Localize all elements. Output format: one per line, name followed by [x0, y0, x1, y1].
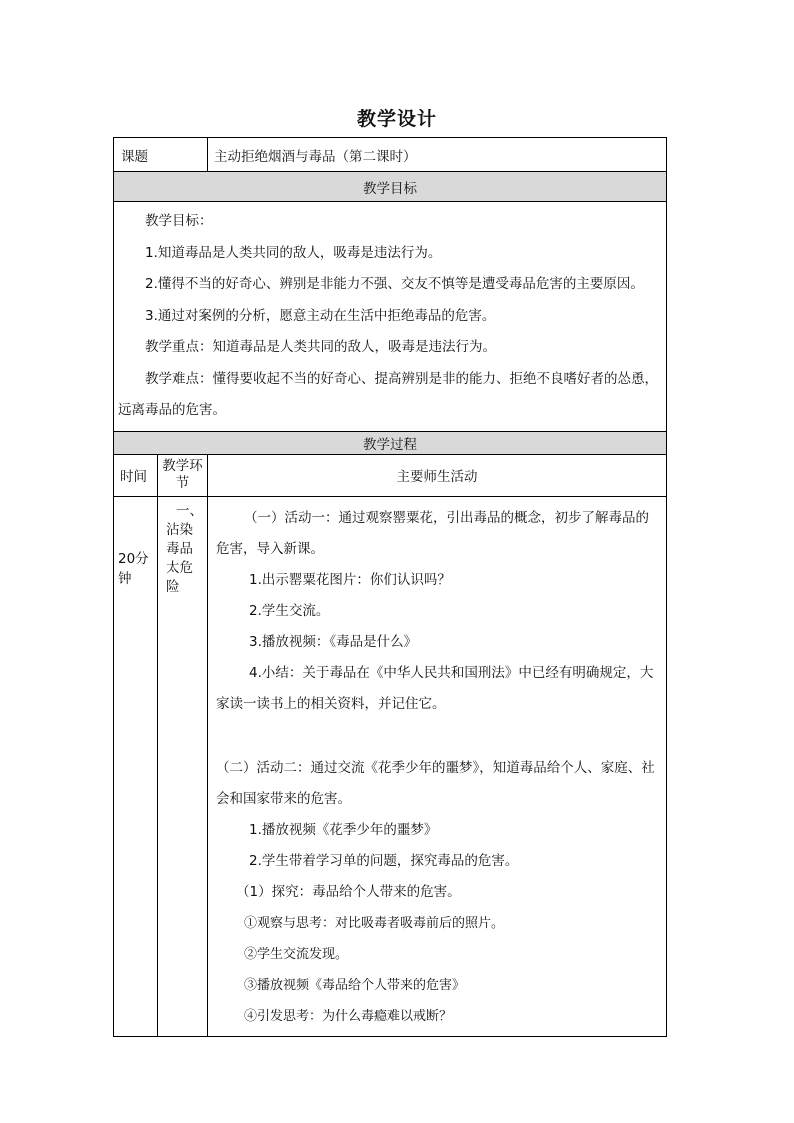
col-main-header: 主要师生活动 — [208, 454, 667, 496]
objectives-header: 教学目标 — [114, 172, 667, 202]
process-columns-row — [114, 454, 667, 496]
activity-line: ④引发思考：为什么毒瘾难以戒断？ — [244, 1008, 453, 1024]
activity-line: ③播放视频《毒品给个人带来的危害》 — [244, 977, 466, 993]
process-content-row — [114, 496, 667, 1036]
activity-line: （1）探究：毒品给个人带来的危害。 — [236, 883, 461, 900]
process-header: 教学过程 — [114, 431, 667, 454]
spacer — [216, 720, 661, 753]
activity-line: 3.播放视频：《毒品是什么》 — [249, 633, 418, 650]
activity-line: ②学生交流发现。 — [244, 946, 349, 962]
objectives-row — [114, 202, 667, 432]
col-link-header: 教学环节 — [158, 454, 208, 496]
link-text: 沾染毒品太危险 — [166, 521, 193, 595]
objective-line: 教学目标： — [145, 213, 213, 229]
activities-cell — [208, 496, 667, 1036]
objective-line: 教学重点：知道毒品是人类共同的敌人，吸毒是违法行为。 — [145, 339, 496, 355]
topic-label: 课题 — [114, 138, 208, 172]
activity-line: 2.学生交流。 — [249, 602, 330, 619]
topic-value: 主动拒绝烟酒与毒品（第二课时） — [208, 138, 667, 172]
process-header-row — [114, 431, 667, 454]
activity-line: 4.小结：关于毒品在《中华人民共和国刑法》中已经有明确规定，大家读一读书上的相关资料，并记住它。 — [216, 664, 654, 712]
objective-line: 2.懂得不当的好奇心、辨别是非能力不强、交友不慎等是遭受毒品危害的主要原因。 — [145, 276, 644, 292]
activity-line: 2.学生带着学习单的问题，探究毒品的危害。 — [249, 852, 519, 869]
time-cell: 20分钟 — [114, 496, 158, 1036]
objective-line: 教学难点：懂得要收起不当的好奇心、提高辨别是非的能力、拒绝不良嗜好者的怂恿，远离毒品的危害。 — [118, 370, 658, 418]
objectives-content — [114, 202, 667, 432]
topic-row — [114, 138, 667, 172]
activity-line: （一）活动一：通过观察罂粟花，引出毒品的概念，初步了解毒品的危害，导入新课。 — [216, 509, 649, 557]
activity-line: 1.播放视频《花季少年的噩梦》 — [249, 821, 438, 838]
activity-line: 1.出示罂粟花图片：你们认识吗？ — [249, 571, 451, 588]
objective-line: 3.通过对案例的分析，愿意主动在生活中拒绝毒品的危害。 — [145, 307, 496, 324]
activity-line: ①观察与思考：对比吸毒者吸毒前后的照片。 — [244, 915, 505, 931]
lesson-plan-table — [113, 137, 667, 1037]
col-time-header: 时间 — [114, 454, 158, 496]
activity-line: （二）活动二：通过交流《花季少年的噩梦》，知道毒品给个人、家庭、社会和国家带来的危害。 — [216, 759, 655, 807]
link-number: 一、 — [176, 502, 203, 519]
page-title: 教学设计 — [356, 108, 437, 130]
objectives-header-row — [114, 172, 667, 202]
link-cell — [158, 496, 208, 1036]
objective-line: 1.知道毒品是人类共同的敌人，吸毒是违法行为。 — [145, 244, 442, 261]
